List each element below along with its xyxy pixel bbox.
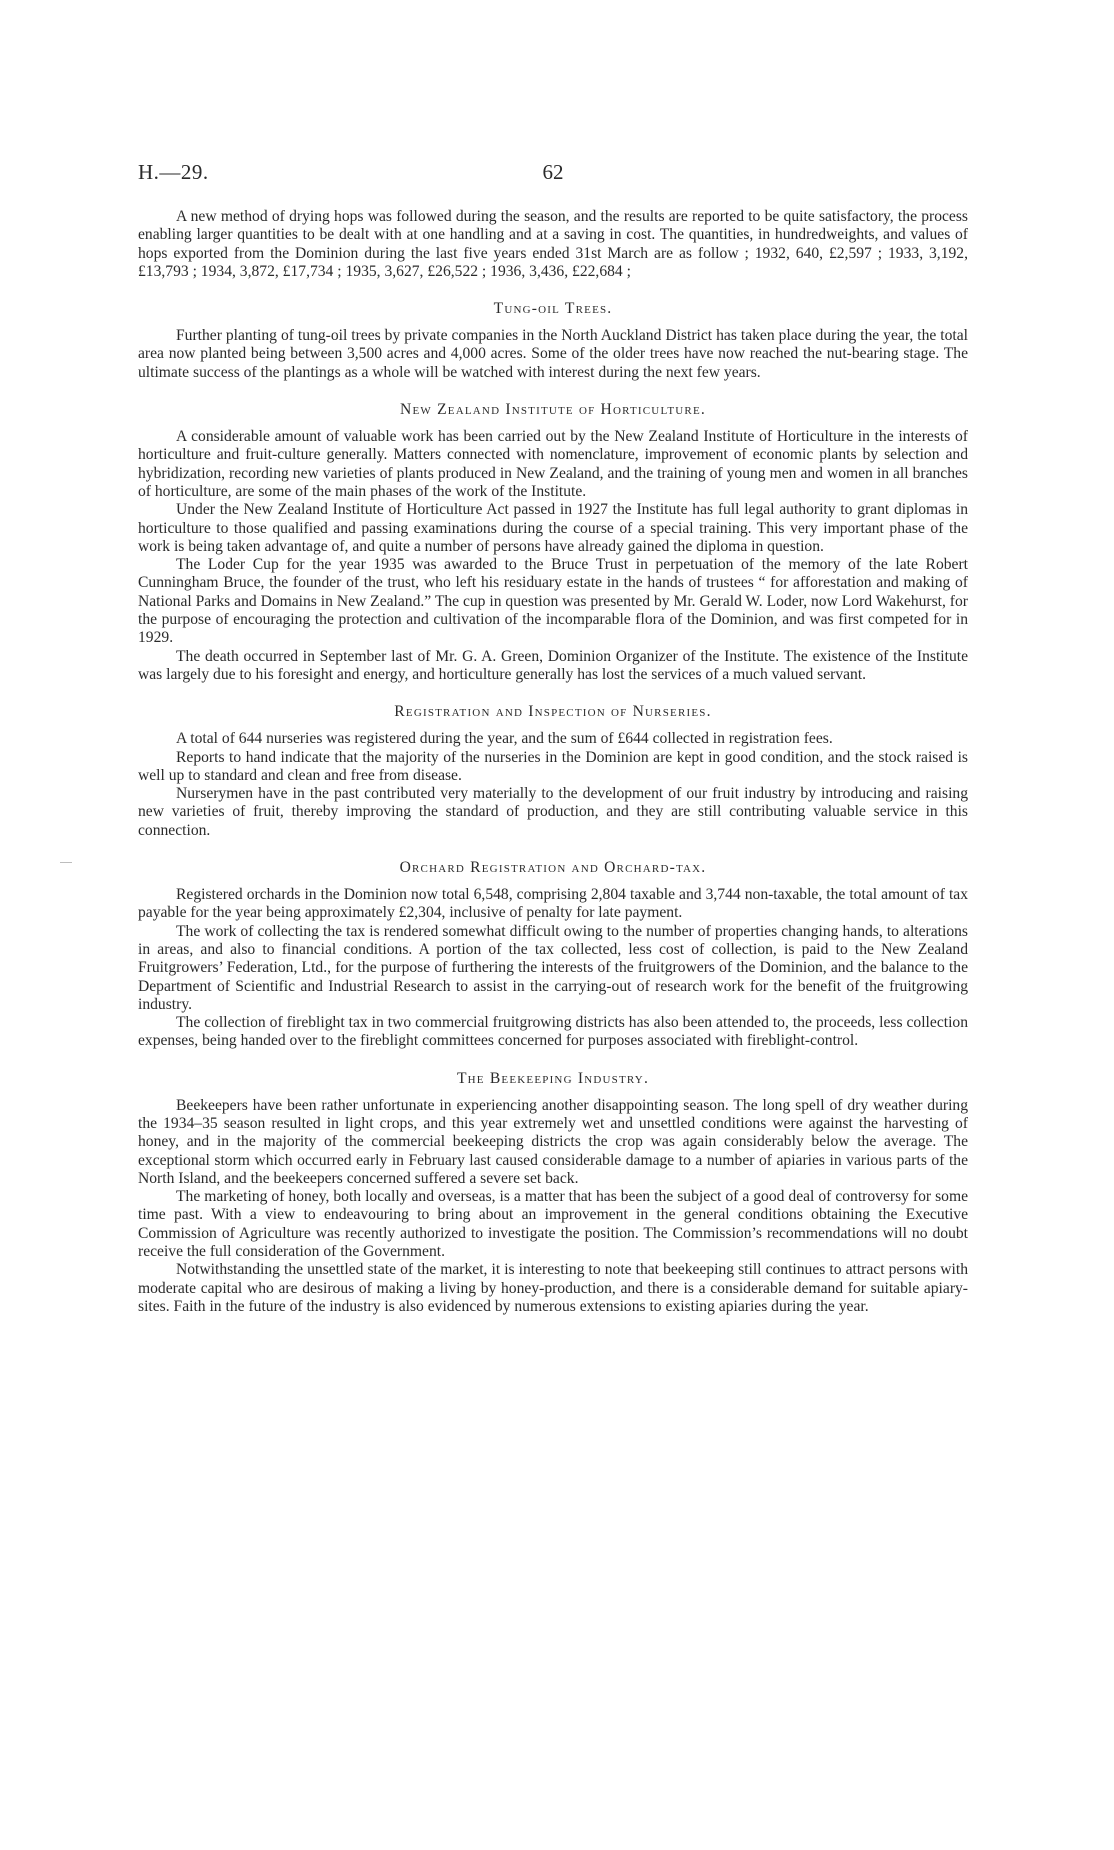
nurseries-section: [138, 703, 968, 840]
paragraph: The collection of fireblight tax in two commercial fruitgrowing districts has also been attended to, the proceeds, less collection expenses, being handed over to the fireblight committees concerned for purposes associated with fireblight-control.: [138, 1014, 968, 1050]
tung-oil-section: [138, 300, 968, 382]
paragraph: The marketing of honey, both locally and overseas, is a matter that has been the subject of a good deal of controversy for some time past. With a view to endeavouring to bring about an improvement in the general conditions obtaining the Executive Commission of Agriculture was recently authorized to investigate the position. The Commission’s recommendations will no doubt receive the full consideration of the Government.: [138, 1188, 968, 1261]
document-code: H.—29.: [138, 160, 209, 184]
paragraph: Notwithstanding the unsettled state of the market, it is interesting to note that beekeeping still continues to attract persons with moderate capital who are desirous of making a living by honey-production, and there is a considerable demand for suitable apiary-sites. Faith in the future of the industry is also evidenced by numerous extensions to existing apiaries during the year.: [138, 1261, 968, 1315]
section-heading: Orchard Registration and Orchard-tax.: [399, 859, 707, 877]
margin-mark: [60, 862, 72, 863]
page-header: [138, 160, 968, 190]
section-heading: Registration and Inspection of Nurseries.: [394, 703, 712, 721]
paragraph: The death occurred in September last of Mr. G. A. Green, Dominion Organizer of the Institute. The existence of the Institute was largely due to his foresight and energy, and horticulture generally has lost the services of a much valued servant.: [138, 647, 968, 683]
paragraph: A total of 644 nurseries was registered during the year, and the sum of £644 collected in registration fees.: [176, 730, 833, 748]
paragraph: The Loder Cup for the year 1935 was awarded to the Bruce Trust in perpetuation of the memory of the late Robert Cunningham Bruce, the founder of the trust, who left his residuary estate in the hands of trustees “ for afforestation and making of National Parks and Domains in New Zealand.” The cup in question was presented by Mr. Gerald W. Loder, now Lord Wakehurst, for the purpose of encouraging the protection and cultivation of the incomparable flora of the Dominion, and was first competed for in 1929.: [138, 556, 968, 647]
page-body: [138, 208, 968, 1316]
paragraph: Under the New Zealand Institute of Horticulture Act passed in 1927 the Institute has full legal authority to grant diplomas in horticulture to those qualified and passing examinations during the course of a special training. This very important phase of the work is being taken advantage of, and quite a number of persons have already gained the diploma in question.: [138, 501, 968, 555]
paragraph: Beekeepers have been rather unfortunate in experiencing another disappointing season. The long spell of dry weather during the 1934–35 season resulted in light crops, and this year extremely wet and unsettled conditions were against the harvesting of honey, and in the majority of the commercial beekeeping districts the crop was again considerably below the average. The exceptional storm which occurred early in February last caused considerable damage to a number of apiaries in various parts of the North Island, and the beekeepers concerned suffered a severe set back.: [138, 1096, 968, 1187]
hops-section: [138, 208, 968, 281]
paragraph: The work of collecting the tax is rendered somewhat difficult owing to the number of properties changing hands, to alterations in areas, and also to financial conditions. A portion of the tax collected, less cost of collection, is paid to the New Zealand Fruitgrowers’ Federation, Ltd., for the purpose of furthering the interests of the fruitgrowers of the Dominion, and the balance to the Department of Scientific and Industrial Research to assist in the carrying-out of research work for the benefit of the fruitgrowing industry.: [138, 922, 968, 1013]
paragraph: A considerable amount of valuable work has been carried out by the New Zealand Institute of Horticulture in the interests of horticulture and fruit-culture generally. Matters connected with nomenclature, improvement of economic plants by selection and hybridization, recording new varieties of plants produced in New Zealand, and the training of young men and women in all branches of horticulture, are some of the main phases of the work of the Institute.: [138, 428, 968, 500]
section-heading: The Beekeeping Industry.: [456, 1069, 650, 1087]
paragraph: Reports to hand indicate that the majority of the nurseries in the Dominion are kept in good condition, and the stock raised is well up to standard and clean and free from disease.: [138, 748, 968, 784]
section-heading: Tung-oil Trees.: [493, 300, 613, 318]
orchard-section: [138, 859, 968, 1051]
institute-section: [138, 401, 968, 684]
beekeeping-section: [138, 1070, 968, 1317]
paragraph: A new method of drying hops was followed during the season, and the results are reported to be quite satisfactory, the process enabling larger quantities to be dealt with at one handling and at a saving in cost. The quantities, in hundredweights, and values of hops exported from the Dominion during the last five years ended 31st March are as follow ; 1932, 640, £2,597 ; 1933, 3,192, £13,793 ; 1934, 3,872, £17,734 ; 1935, 3,627, £26,522 ; 1936, 3,436, £22,684 ;: [138, 208, 968, 280]
page-number: 62: [542, 160, 564, 184]
paragraph: Registered orchards in the Dominion now total 6,548, comprising 2,804 taxable and 3,744 non-taxable, the total amount of tax payable for the year being approximately £2,304, inclusive of penalty for late payment.: [138, 886, 968, 922]
section-heading: New Zealand Institute of Horticulture.: [400, 401, 706, 419]
paragraph: Further planting of tung-oil trees by private companies in the North Auckland District has taken place during the year, the total area now planted being between 3,500 acres and 4,000 acres. Some of the older trees have now reached the nut-bearing stage. The ultimate success of the plantings as a whole will be watched with interest during the next few years.: [138, 327, 968, 381]
paragraph: Nurserymen have in the past contributed very materially to the development of our fruit industry by introducing and raising new varieties of fruit, thereby improving the standard of production, and they are still contributing valuable service in this connection.: [138, 785, 968, 839]
